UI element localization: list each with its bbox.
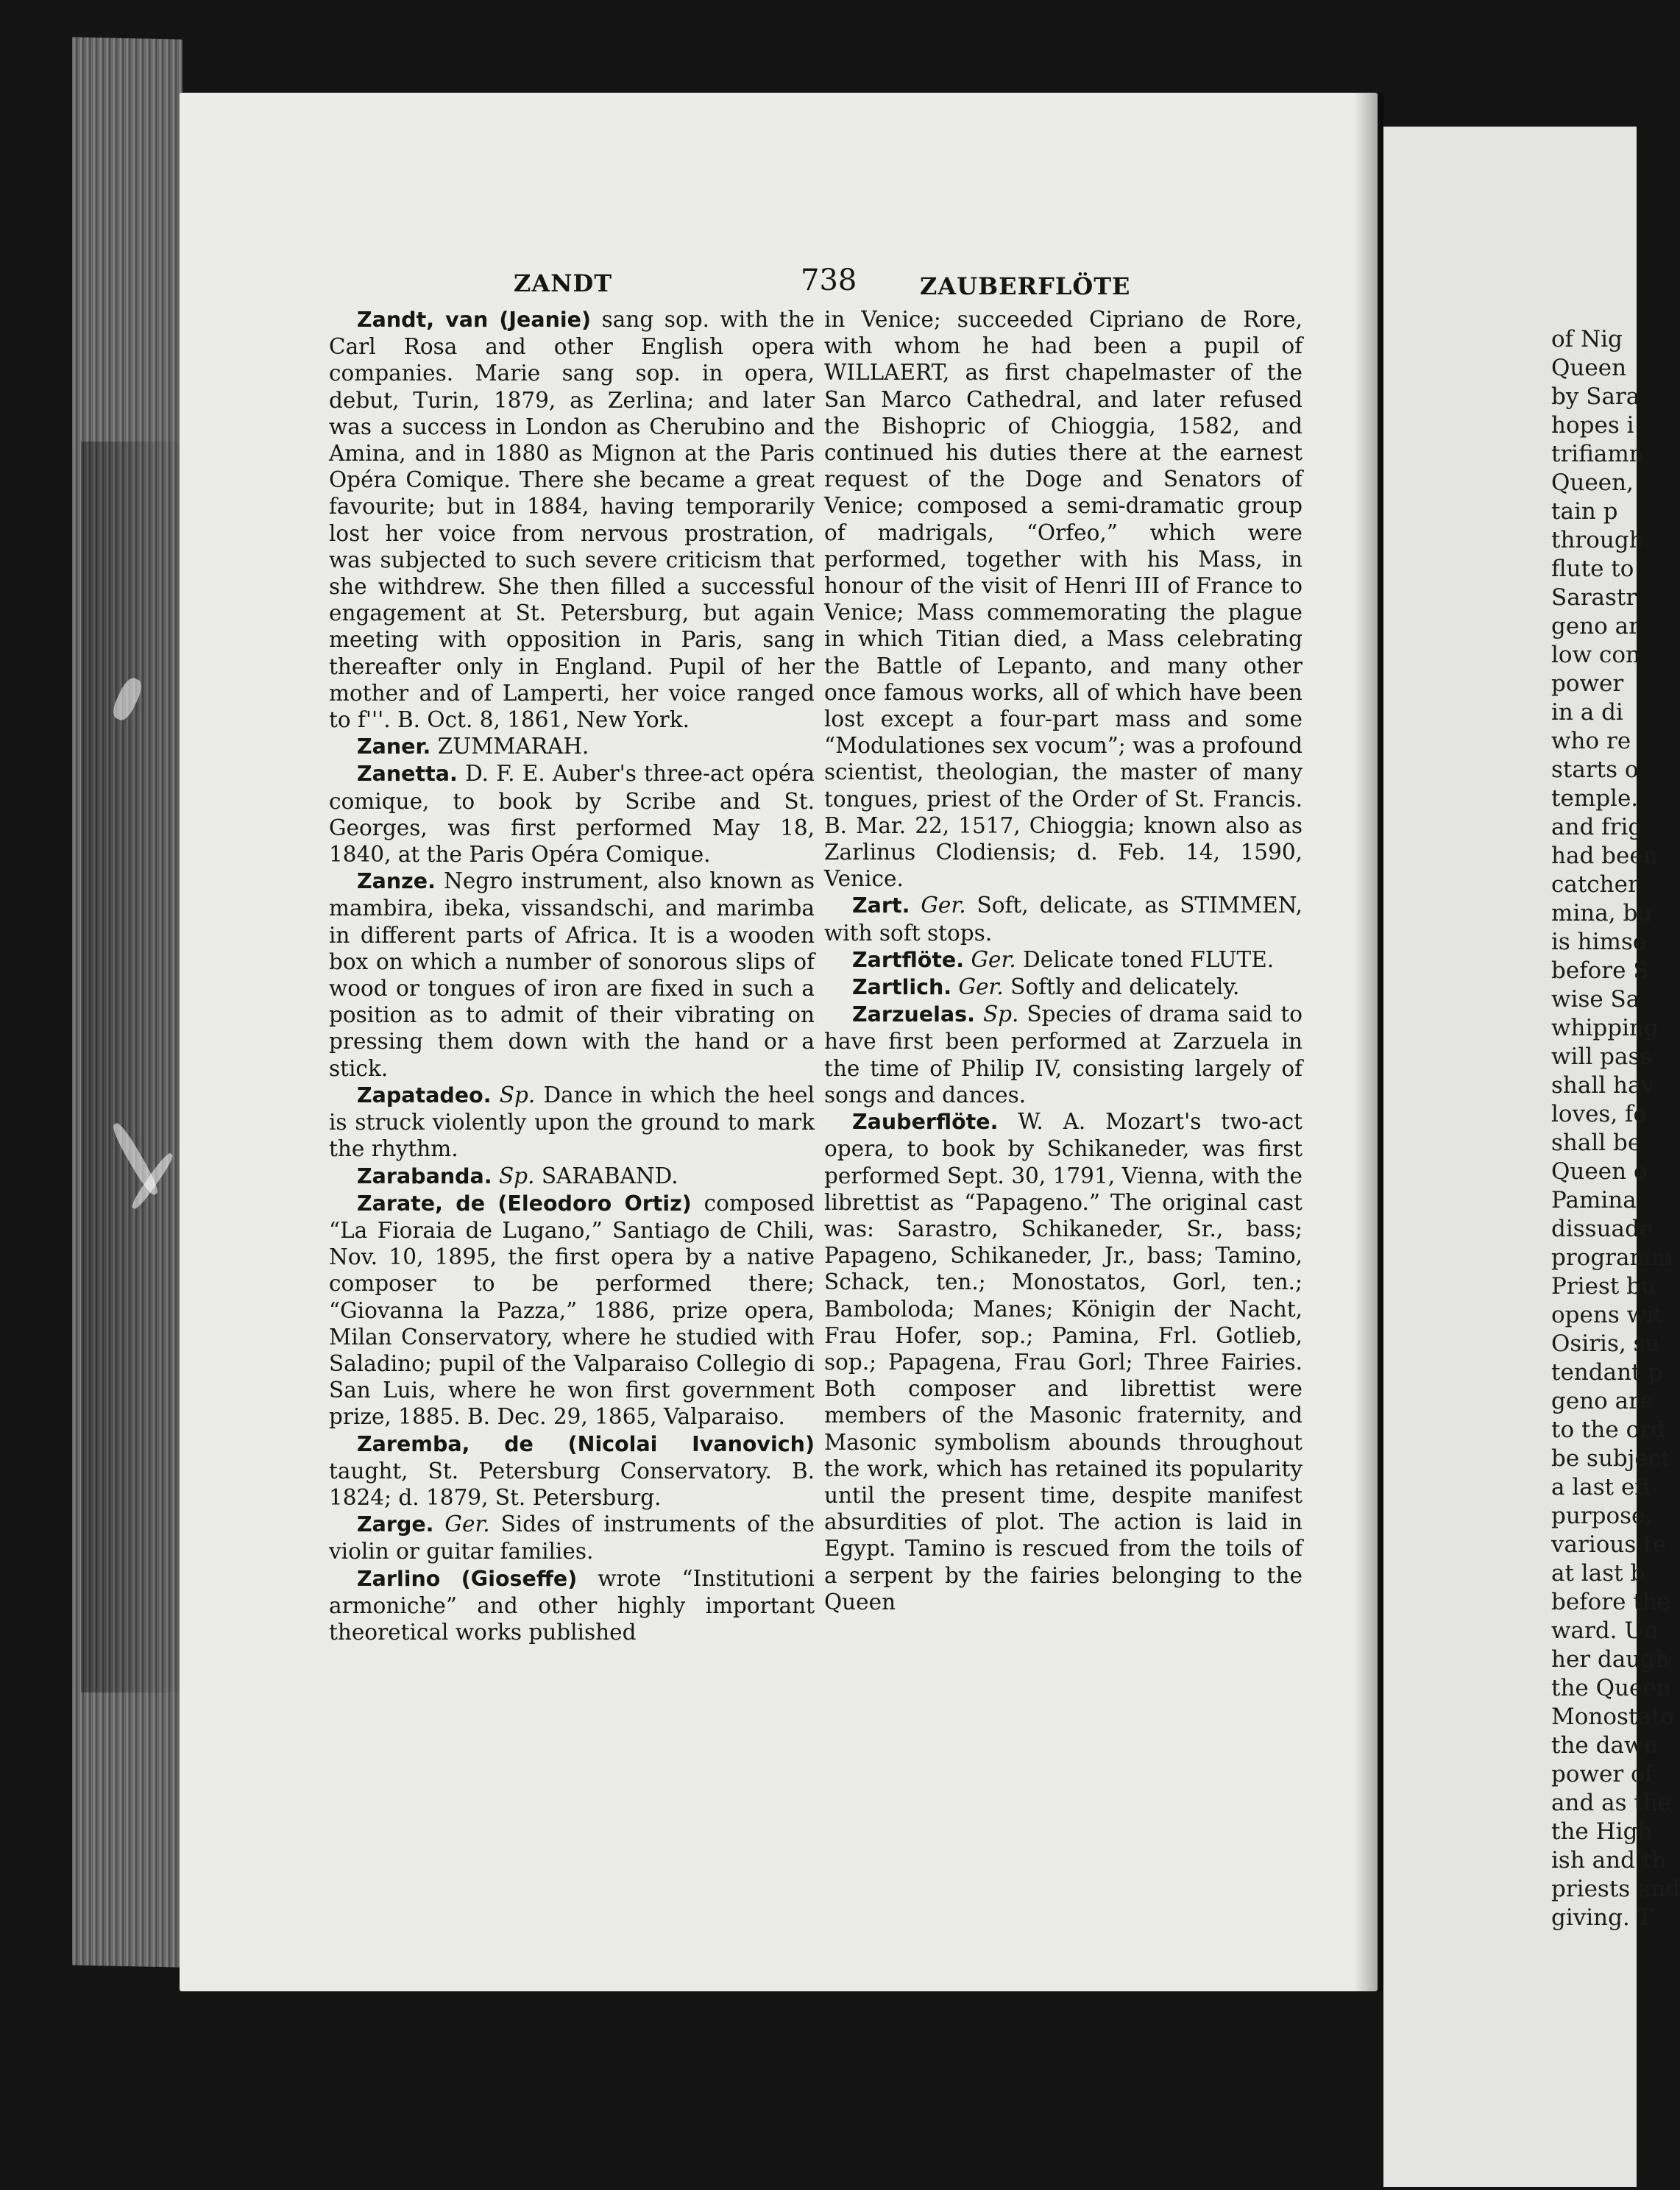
facing-page-text: of Nig Queen by Sara hopes i trifiamn Queen, tain p through flute to Sarastr geno ar low con power in a di who re starts o temple. and frig had been catcher mina, bu is himse before S wise Sa whipping will pass shall hav loves, fo shall be Queen o Pamina dissuade programm Priest bu opens wit Osiris, su tendant p geno are to the ord be subject a last eff purpose, various te at last b before the ward. Un her daugh the Queen Monostato the dawn power of and as the the High ish and th priests and giving. T [1551,326,1680,1931]
entry-language: Sp. [498,1163,535,1188]
entry-headword: Zaremba, de (Nicolai Ivanovich) [357,1431,815,1456]
entry-language: Ger. [971,946,1016,972]
entry-text: Softly and delicately. [1010,974,1240,1000]
entry-headword: Zanze. [357,869,436,894]
entry-text: Species of drama said to have first been performed at Zarzuela in the time of Philip IV, consisting largely of songs and dances. [824,1002,1302,1108]
running-head [514,262,1191,299]
dictionary-entry [824,946,1302,974]
entry-headword: Zauberflöte. [852,1110,999,1135]
dictionary-entry [824,974,1302,1001]
dictionary-entry [329,1565,815,1646]
entry-text: SARABAND. [541,1163,678,1188]
dictionary-entry [329,1163,815,1190]
entry-text: Soft, delicate, as STIMMEN, with soft stops. [824,893,1302,946]
entry-headword: Zartlich. [852,975,952,1000]
entry-headword: Zartflöte. [852,947,965,972]
facing-page [1383,127,1680,2187]
page-number: 738 [801,263,857,297]
entry-language: Sp. [499,1082,536,1108]
dictionary-entry [824,1108,1302,1615]
entry-text: Delicate toned FLUTE. [1023,946,1275,972]
entry-headword: Zaner. [357,734,431,759]
entry-text: W. A. Mozart's two-act opera, to book by Schikaneder, was first performed Sept. 30, 1791, Vienna, with the librettist as “Papageno.” The original cast was: Sarastro, Schikaneder, Sr., bass; Papageno, Schikaneder, Jr., bass; Tamino, Schack, ten.; Monostatos, Gorl, ten.; Bamboloda; Manes; Königin der Nacht, Frau Hofer, sop.; Pamina, Frl. Gotlieb, sop.; Papagena, Frau Gorl; Three Fairies. Both composer and librettist were members of the Masonic fraternity, and Masonic symbolism abounds throughout the work, which has retained its popularity until the present time, despite manifest absurdities of plot. The action is laid in Egypt. Tamino is rescued from the toils of a serpent by the fairies belonging to the Queen [824,1109,1302,1615]
entry-headword: Zarlino (Gioseffe) [357,1566,578,1591]
entry-headword: Zandt, van (Jeanie) [357,308,592,332]
page-edge-shadow [81,442,191,1693]
entry-text: Negro instrument, also known as mambira, ibeka, vissandschi, and marimba in different parts of Africa. It is a wooden box on which a number of sonorous slips of wood or tongues of iron are fixed in such a position as to admit of their vibrating on pressing them down with the hand or a stick. [329,868,815,1081]
running-head-left: ZANDT [514,269,612,297]
entry-text: taught, St. Petersburg Conservatory. B. 1824; d. 1879, St. Petersburg. [329,1458,815,1510]
dictionary-entry [329,868,815,1082]
entry-language: Ger. [958,974,1004,1000]
dictionary-entry [824,306,1302,892]
dictionary-entry [329,733,815,760]
entry-language: Ger. [444,1512,490,1537]
dictionary-entry [824,1001,1302,1108]
entry-text: in Venice; succeeded Cipriano de Rore, with whom he had been a pupil of WILLAERT, as first chapelmaster of the San Marco Cathedral, and later refused the Bishopric of Chioggia, 1582, and continued his duties there at the earnest request of the Doge and Senators of Venice; composed a semi-dramatic group of madrigals, “Orfeo,” which were performed, together with his Mass, in honour of the visit of Henri III of France to Venice; Mass commemorating the plague in which Titian died, a Mass celebrating the Battle of Lepanto, and many other once famous works, all of which have been lost except a four-part mass and some “Modulationes sex vocum”; was a profound scientist, theologian, the master of many tongues, priest of the Order of St. Francis. B. Mar. 22, 1517, Chioggia; known also as Zarlinus Clodiensis; d. Feb. 14, 1590, Venice. [824,307,1302,892]
dictionary-entry [824,892,1302,946]
entry-language: Sp. [982,1002,1019,1027]
entry-headword: Zart. [852,893,910,918]
entry-headword: Zarzuelas. [852,1002,975,1027]
entry-headword: Zarate, de (Eleodoro Ortiz) [357,1191,692,1216]
right-column [824,306,1302,1615]
entry-text: sang sop. with the Carl Rosa and other English opera companies. Marie sang sop. in opera, debut, Turin, 1879, as Zerlina; and later was a success in London as Cherubino and Amina, and in 1880 as Mignon at the Paris Opéra Comique. There she became a great favourite; but in 1884, having temporarily lost her voice from nervous prostration, was subjected to such severe criticism that she withdrew. She then filled a successful engagement at St. Petersburg, but again meeting with opposition in Paris, sang thereafter only in England. Pupil of her mother and of Lamperti, her voice ranged to f'''. B. Oct. 8, 1861, New York. [329,307,815,733]
entry-headword: Zapatadeo. [357,1082,492,1108]
dictionary-entry [329,1431,815,1512]
entry-text: Sides of instruments of the violin or guitar families. [329,1512,815,1564]
dictionary-entry [329,1511,815,1564]
entry-text: Dance in which the heel is struck violently upon the ground to mark the rhythm. [329,1082,815,1162]
entry-headword: Zarge. [357,1512,434,1537]
entry-language: Ger. [921,893,966,918]
entry-text: composed “La Fioraia de Lugano,” Santiago de Chili, Nov. 10, 1895, the first opera by a native composer to be performed there; “Giovanna la Pazza,” 1886, prize opera, Milan Conservatory, where he studied with Saladino; pupil of the Valparaiso Collegio di San Luis, where he won first government prize, 1885. B. Dec. 29, 1865, Valparaiso. [329,1190,815,1430]
left-column [329,306,815,1645]
running-head-right: ZAUBERFLÖTE [920,272,1131,300]
dictionary-entry [329,1082,815,1163]
entry-headword: Zarabanda. [357,1163,492,1188]
dictionary-entry [329,1190,815,1431]
dictionary-entry [329,306,815,733]
gutter-shadow [1354,93,1383,1991]
entry-text: ZUMMARAH. [437,734,589,759]
dictionary-entry [329,760,815,868]
entry-text: wrote “Institutioni armoniche” and other highly important theoretical works published [329,1565,815,1645]
entry-text: D. F. E. Auber's three-act opéra comique, to book by Scribe and St. Georges, was first performed May 18, 1840, at the Paris Opéra Comique. [329,761,815,868]
entry-headword: Zanetta. [357,762,458,787]
